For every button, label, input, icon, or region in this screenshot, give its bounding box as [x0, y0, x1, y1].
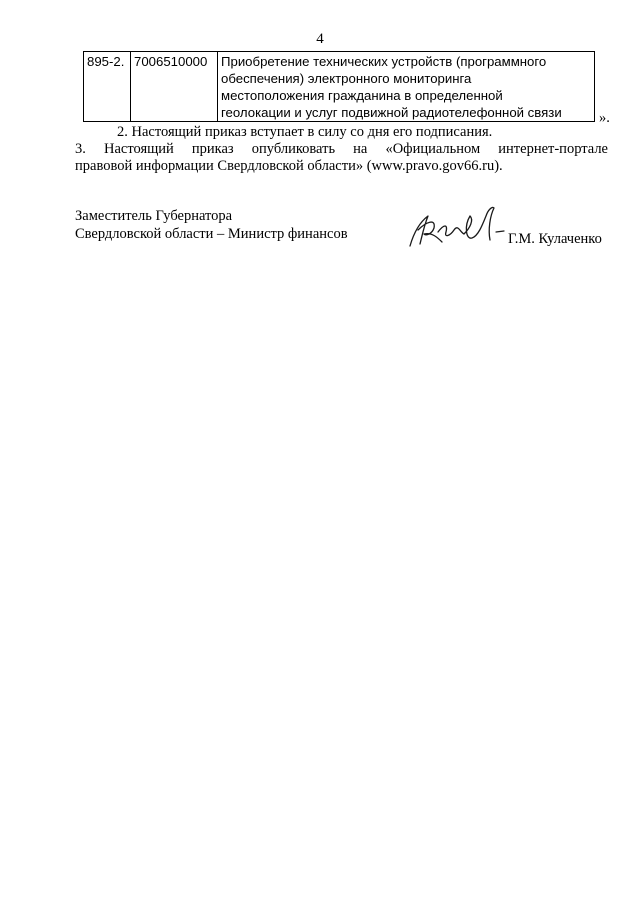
handwritten-signature [404, 202, 514, 252]
description-cell [218, 52, 595, 122]
signer-name: Г.М. Кулаченко [508, 231, 602, 247]
description-line: обеспечения) электронного мониторинга [221, 71, 472, 86]
table-row [84, 52, 595, 122]
page-number: 4 [316, 31, 324, 47]
description-line: местоположения гражданина в определенной [221, 88, 503, 103]
paragraph-3-line-1: 3. Настоящий приказ опубликовать на «Официальном интернет-портале [75, 141, 608, 157]
paragraph-3-line-2: правовой информации Свердловской области» (www.pravo.gov66.ru). [75, 158, 503, 174]
code-cell: 7006510000 [131, 52, 218, 122]
budget-codes-table [83, 51, 595, 122]
signer-position-line-1: Заместитель Губернатора [75, 208, 233, 224]
row-number-cell: 895-2. [84, 52, 131, 122]
closing-quote: ». [599, 110, 610, 126]
signer-position-line-2: Свердловской области – Министр финансов [75, 226, 348, 242]
paragraph-2: 2. Настоящий приказ вступает в силу со дня его подписания. [117, 124, 493, 140]
description-line: геолокации и услуг подвижной радиотелефонной связи [221, 105, 562, 120]
description-line: Приобретение технических устройств (программного [221, 54, 547, 69]
